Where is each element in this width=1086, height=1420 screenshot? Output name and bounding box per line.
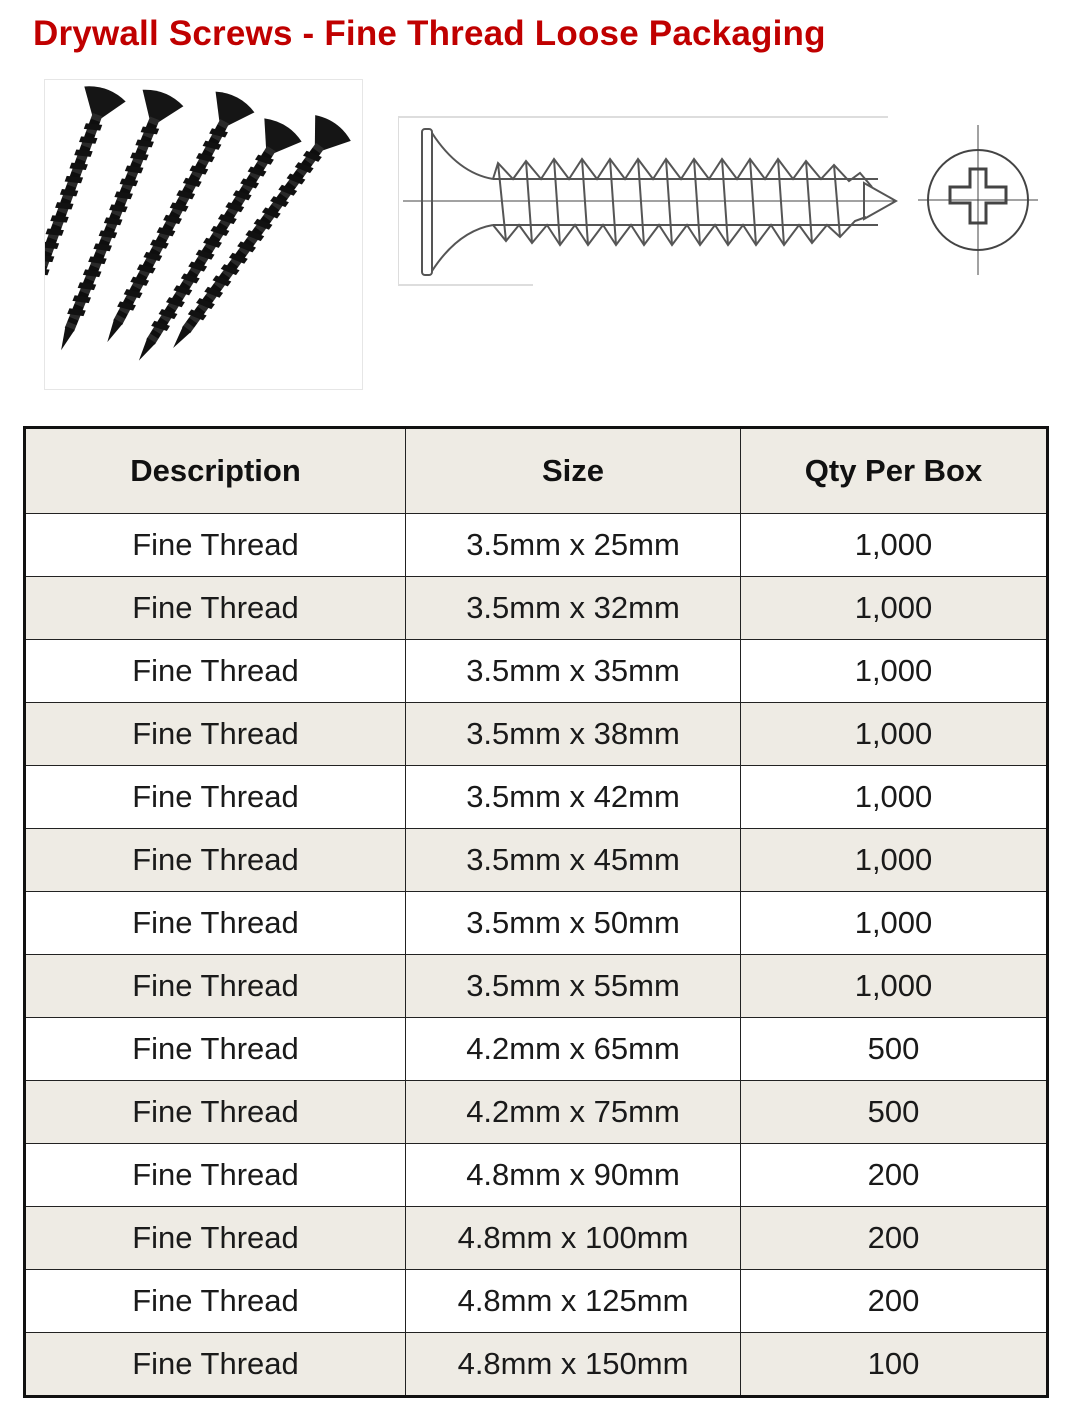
spec-table — [23, 426, 1049, 1398]
cell-description: Fine Thread — [25, 514, 406, 577]
table-row — [25, 577, 1048, 640]
table-row — [25, 955, 1048, 1018]
cell-qty: 100 — [741, 1333, 1048, 1397]
screw-head-top-view — [918, 125, 1038, 275]
header-qty: Qty Per Box — [741, 428, 1048, 514]
cell-qty: 1,000 — [741, 640, 1048, 703]
screw-side-drawing-graphic — [398, 113, 898, 288]
cell-size: 3.5mm x 42mm — [406, 766, 741, 829]
table-header-row — [25, 428, 1048, 514]
table-row — [25, 1081, 1048, 1144]
cell-description: Fine Thread — [25, 640, 406, 703]
cell-size: 4.2mm x 65mm — [406, 1018, 741, 1081]
phillips-head-icon — [918, 125, 1038, 275]
cell-qty: 1,000 — [741, 514, 1048, 577]
cell-size: 3.5mm x 50mm — [406, 892, 741, 955]
cell-size: 4.8mm x 90mm — [406, 1144, 741, 1207]
screws-photo-graphic — [45, 80, 362, 389]
cell-description: Fine Thread — [25, 1270, 406, 1333]
cell-size: 4.8mm x 100mm — [406, 1207, 741, 1270]
cell-qty: 1,000 — [741, 577, 1048, 640]
cell-qty: 1,000 — [741, 703, 1048, 766]
cell-size: 3.5mm x 25mm — [406, 514, 741, 577]
cell-description: Fine Thread — [25, 1018, 406, 1081]
cell-description: Fine Thread — [25, 955, 406, 1018]
cell-qty: 200 — [741, 1144, 1048, 1207]
cell-description: Fine Thread — [25, 829, 406, 892]
cell-size: 3.5mm x 55mm — [406, 955, 741, 1018]
cell-size: 3.5mm x 38mm — [406, 703, 741, 766]
table-row — [25, 1333, 1048, 1397]
table-row — [25, 514, 1048, 577]
cell-size: 4.8mm x 150mm — [406, 1333, 741, 1397]
cell-qty: 1,000 — [741, 766, 1048, 829]
cell-size: 4.8mm x 125mm — [406, 1270, 741, 1333]
table-row — [25, 766, 1048, 829]
header-size: Size — [406, 428, 741, 514]
page-title: Drywall Screws - Fine Thread Loose Packaging — [33, 14, 826, 53]
cell-size: 3.5mm x 35mm — [406, 640, 741, 703]
table-row — [25, 892, 1048, 955]
cell-description: Fine Thread — [25, 1144, 406, 1207]
cell-description: Fine Thread — [25, 1207, 406, 1270]
table-row — [25, 1018, 1048, 1081]
table-row — [25, 1144, 1048, 1207]
cell-size: 3.5mm x 45mm — [406, 829, 741, 892]
cell-qty: 1,000 — [741, 955, 1048, 1018]
cell-description: Fine Thread — [25, 766, 406, 829]
table-row — [25, 1270, 1048, 1333]
screws-photo — [44, 79, 363, 390]
screw-side-drawing — [398, 113, 898, 288]
cell-qty: 200 — [741, 1270, 1048, 1333]
cell-description: Fine Thread — [25, 577, 406, 640]
table-row — [25, 640, 1048, 703]
cell-description: Fine Thread — [25, 1333, 406, 1397]
cell-qty: 1,000 — [741, 892, 1048, 955]
cell-qty: 1,000 — [741, 829, 1048, 892]
header-description: Description — [25, 428, 406, 514]
cell-size: 3.5mm x 32mm — [406, 577, 741, 640]
table-row — [25, 703, 1048, 766]
table-row — [25, 829, 1048, 892]
cell-description: Fine Thread — [25, 1081, 406, 1144]
cell-size: 4.2mm x 75mm — [406, 1081, 741, 1144]
cell-qty: 500 — [741, 1081, 1048, 1144]
table-row — [25, 1207, 1048, 1270]
cell-qty: 200 — [741, 1207, 1048, 1270]
cell-qty: 500 — [741, 1018, 1048, 1081]
cell-description: Fine Thread — [25, 703, 406, 766]
cell-description: Fine Thread — [25, 892, 406, 955]
